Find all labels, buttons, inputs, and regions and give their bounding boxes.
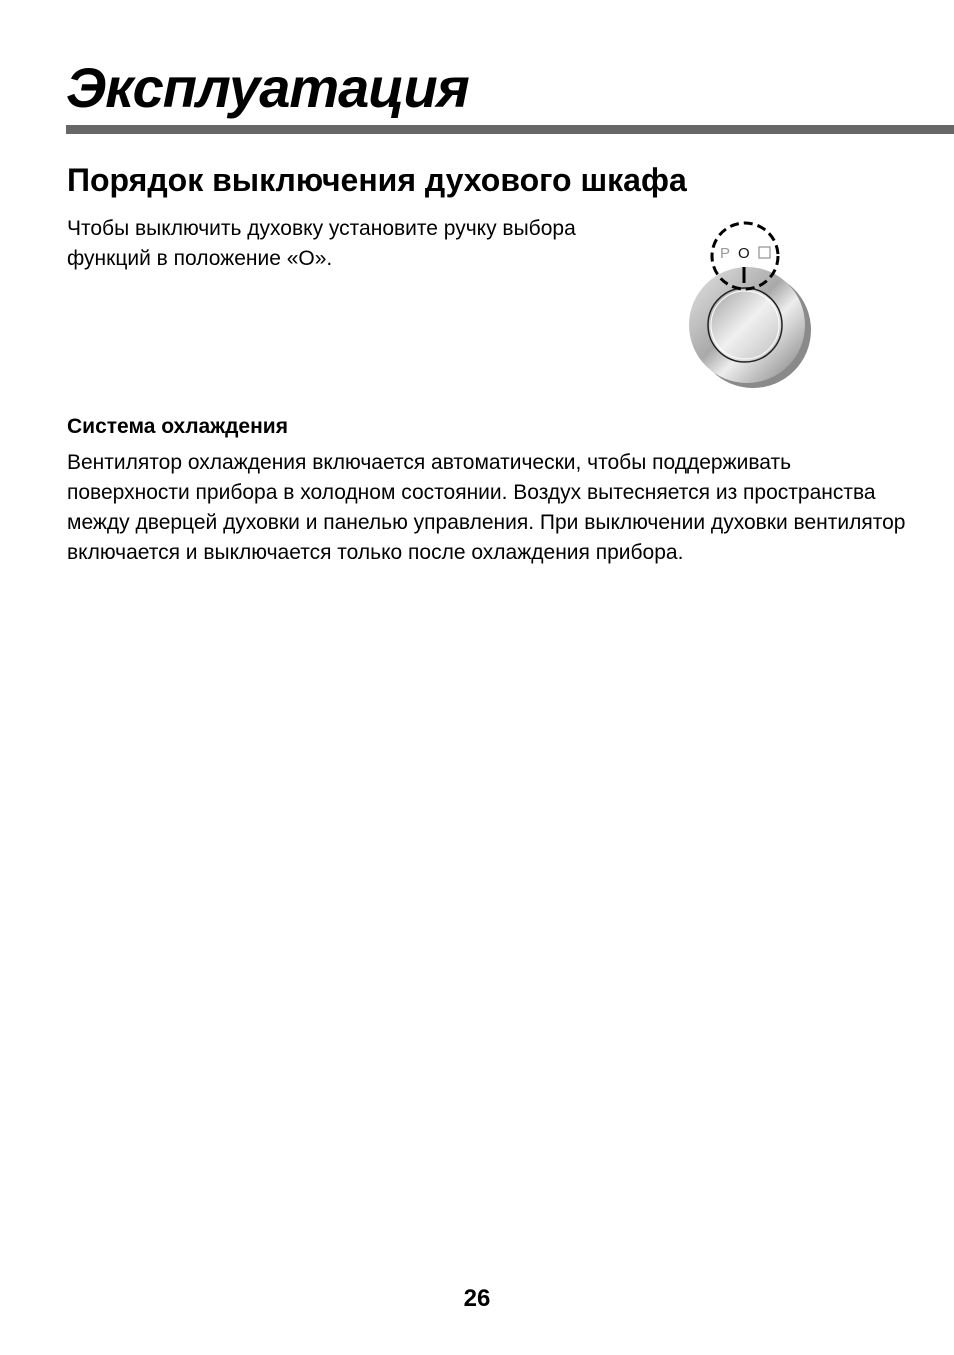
intro-paragraph: Чтобы выключить духовку установите ручку выбора функций в положение «О». <box>67 217 576 270</box>
section-heading: Порядок выключения духового шкафа <box>67 162 687 198</box>
svg-text:P: P <box>720 245 731 262</box>
cooling-system-heading: Система охлаждения <box>67 415 288 438</box>
svg-text:O: O <box>738 245 750 262</box>
title-divider <box>66 125 954 134</box>
page-title: Эксплуатация <box>66 56 469 119</box>
page-number: 26 <box>463 1285 491 1312</box>
function-selector-knob-icon <box>675 218 825 398</box>
cooling-system-paragraph: Вентилятор охлаждения включается автоматически, чтобы поддерживать поверхности прибора в холодном состоянии. Воздух вытесняется из пространства между дверцей духовки и панелью управления. При выключении духовки вентилятор включается и выключается только после охлаждения прибора. <box>67 451 906 564</box>
